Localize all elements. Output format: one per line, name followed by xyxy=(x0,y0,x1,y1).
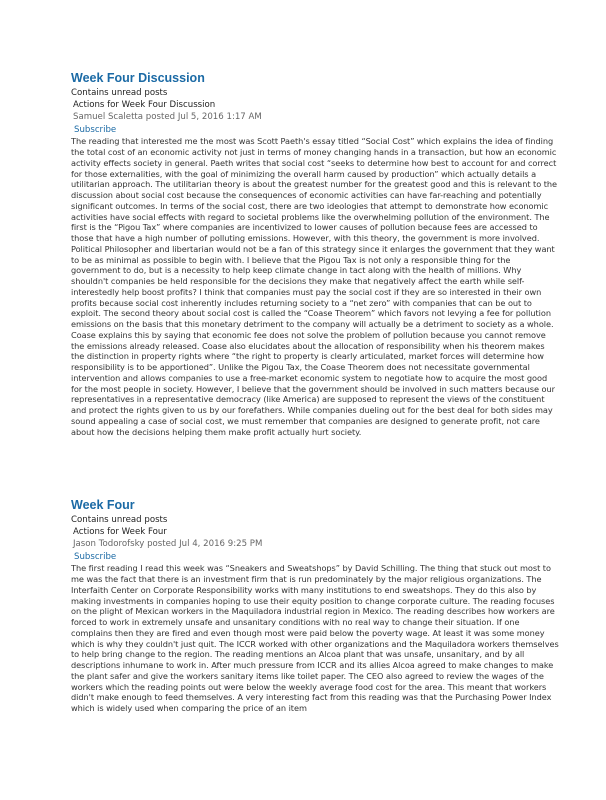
subscribe-link[interactable]: Subscribe xyxy=(74,124,117,135)
post-title-link[interactable]: Week Four xyxy=(71,498,135,512)
discussion-post xyxy=(71,70,559,437)
post-body: The reading that interested me the most was Scott Paeth's essay titled “Social Cost” which explains the idea of finding the total cost of an economic activity not just in terms of money changing hands in a transaction, but how an economic activity effects society in general. Paeth writes that social cost “seeks to determine how best to account for and correct for those externalities, with the goal of minimizing the overall harm caused by production” which actually details a utilitarian approach. The utilitarian theory is about the greatest number for the greatest good and this is relevant to the discussion about social cost because the consequences of economic activities can have far-reaching and potentially significant outcomes. In terms of the social cost, there are two ideologies that attempt to demonstrate how economic activities have social effects with regard to societal problems like the overwhelming pollution of the environment. The first is the “Pigou Tax” where companies are incentivized to lower causes of pollution because fees are accessed to those that have a high number of polluting emissions. However, with this theory, the government is more involved. Political Philosopher and libertarian would not be a fan of this strategy since it enlarges the government that they want to be as minimal as possible to begin with. I believe that the Pigou Tax is not only a responsible thing for the government to do, but is a necessity to help keep climate change in tact along with the health of millions. Why shouldn't companies be held responsible for the decisions they make that negatively affect the earth while self-interestedly help boost profits? I think that companies must pay the social cost if they are so interested in their own profits because social cost inherently includes returning society to a “net zero” with companies that can be out to exploit. The second theory about social cost is called the “Coase Theorem” which favors not levying a fee for pollution emissions on the basis that this monetary detriment to the company will actually be a detriment to society as a whole. Coase explains this by saying that economic fee does not solve the problem of pollution because you cannot remove the emissions already released. Coase also elucidates about the allocation of responsibility when his theorem makes the distinction in property rights where “the right to property is clearly articulated, market forces will determine how responsibility is to be apportioned”. Unlike the Pigou Tax, the Coase Theorem does not necessitate governmental intervention and allows companies to use a free-market economic system to negotiate how to acquire the most good for the most people in society. However, I believe that the government should be involved in such matters because our representatives in a representative democracy (like America) are supposed to represent the views of the constituent and protect the rights given to us by our forefathers. While companies dueling out for the best deal for both sides may sound appealing a case of social cost, we must remember that companies are designed to generate profit, not care about how the decisions helping them make profit actually hurt society. xyxy=(71,136,558,437)
discussion-post xyxy=(71,497,559,714)
post-byline: Samuel Scaletta posted Jul 5, 2016 1:17 AM xyxy=(73,112,262,123)
post-title-link[interactable]: Week Four Discussion xyxy=(71,71,205,85)
subscribe-link[interactable]: Subscribe xyxy=(74,551,117,562)
post-actions-link[interactable]: Actions for Week Four Discussion xyxy=(73,100,216,111)
post-byline: Jason Todorofsky posted Jul 4, 2016 9:25 PM xyxy=(73,539,263,550)
post-body: The first reading I read this week was “Sneakers and Sweatshops” by David Schilling. The thing that stuck out most to me was the fact that there is an investment firm that is run predominately by the major religious organizations. The Interfaith Center on Corporate Responsibility works with many institutions to end sweatshops. They do this also by making investments in companies hoping to use their equity position to change corporate culture. The reading focuses on the plight of Mexican workers in the Maquiladora industrial region in Mexico. The reading describes how workers are forced to work in extremely unsafe and unsanitary conditions with no real way to change their situation. If one complains then they are fired and even though most were paid below the poverty wage. At least it was some money which is why they couldn't just quit. The ICCR worked with other organizations and the Maquiladora workers themselves to help bring change to the region. The reading mentions an Alcoa plant that was unsafe, unsanitary, and by all descriptions inhumane to work in. After much pressure from ICCR and its allies Alcoa agreed to make changes to make the plant safer and give the workers sanitary items like toilet paper. The CEO also agreed to review the wages of the workers which the reading points out were below the weekly average food cost for the area. This meant that workers didn't make enough to feed themselves. A very interesting fact from this reading was that the Purchasing Power Index which is widely used when comparing the price of an item xyxy=(71,563,559,714)
post-actions-link[interactable]: Actions for Week Four xyxy=(73,527,167,538)
unread-status: Contains unread posts xyxy=(71,515,168,525)
unread-status: Contains unread posts xyxy=(71,88,168,98)
